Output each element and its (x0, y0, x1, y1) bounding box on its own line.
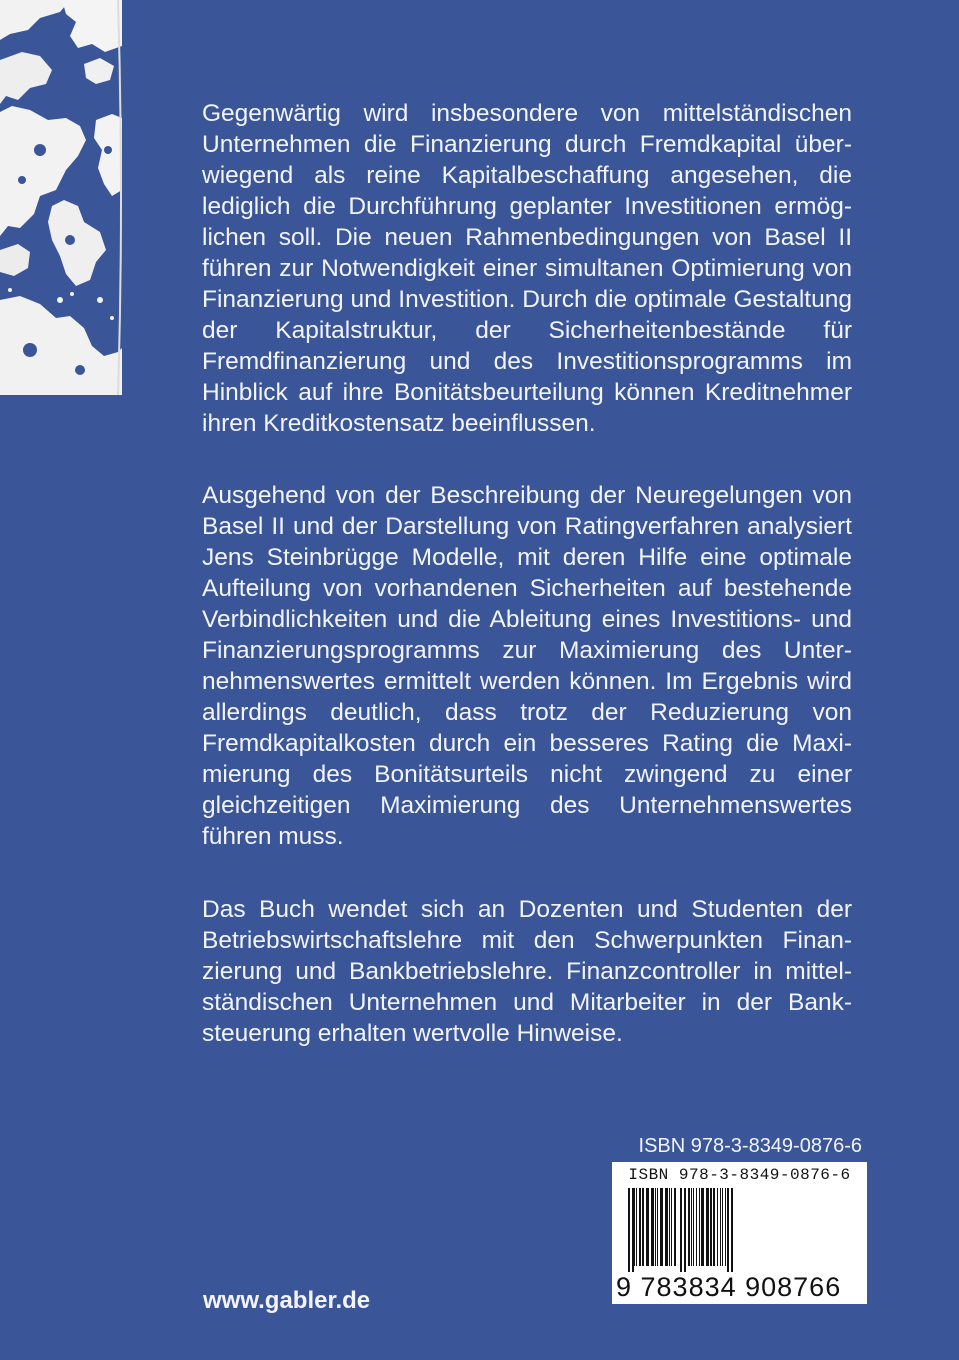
barcode-isbn-text: ISBN 978-3-8349-0876-6 (628, 1166, 851, 1184)
paragraph-text: Das Buch wendet sich an Dozenten und Studenten der Betriebswirtschaftslehre mit den Schwerpunkten Finanzierung und Bankbetriebslehre. Finanzcontroller in mittelständischen Unternehmen und Mitarbeiter in der Banksteuerung erhalten wertvolle Hinweise. (202, 896, 852, 1047)
barcode-icon (626, 1188, 854, 1272)
paragraph-text: Ausgehend von der Beschreibung der Neuregelungen von Basel II und der Darstellung von Ratingverfahren analysiert Jens Steinbrügge Modelle, mit deren Hilfe eine optimale Aufteilung von vorhandenen Sicherheiten auf bestehende Verbindlichkeiten und die Ableitung eines Investitions- und Finanzierungsprogramms zur Maximierung des Unternehmenswertes ermittelt werden können. Im Ergebnis wird allerdings deutlich, dass trotz der Reduzierung von Fremdkapitalkosten durch ein besseres Rating die Maximierung des Bonitätsurteils nicht zwingend zu einer gleichzeitigen Maximierung des Unternehmenswertes führen muss. (202, 482, 852, 850)
description-paragraph-1 (202, 98, 852, 439)
barcode (612, 1162, 867, 1304)
barcode-digits: 9 783834 908766 (616, 1272, 842, 1302)
globe-map-icon (0, 0, 122, 395)
publisher-url: www.gabler.de (203, 1287, 371, 1314)
isbn-label: ISBN 978-3-8349-0876-6 (638, 1135, 862, 1157)
description-paragraph-3 (202, 894, 852, 1049)
paragraph-text: Gegenwärtig wird insbesondere von mittelständischen Unternehmen die Finanzierung durch Fremdkapital überwiegend als reine Kapitalbeschaffung angesehen, die lediglich die Durchführung geplanter Investitionen ermöglichen soll. Die neuen Rahmenbedingungen von Basel II führen zur Notwendigkeit einer simultanen Optimierung von Finanzierung und Investition. Durch die optimale Gestaltung der Kapitalstruktur, der Sicherheitenbestände für Fremdfinanzierung und des Investitionsprogramms im Hinblick auf ihre Bonitätsbeurteilung können Kreditnehmer ihren Kreditkostensatz beeinflussen. (202, 100, 852, 437)
description-paragraph-2 (202, 480, 852, 852)
